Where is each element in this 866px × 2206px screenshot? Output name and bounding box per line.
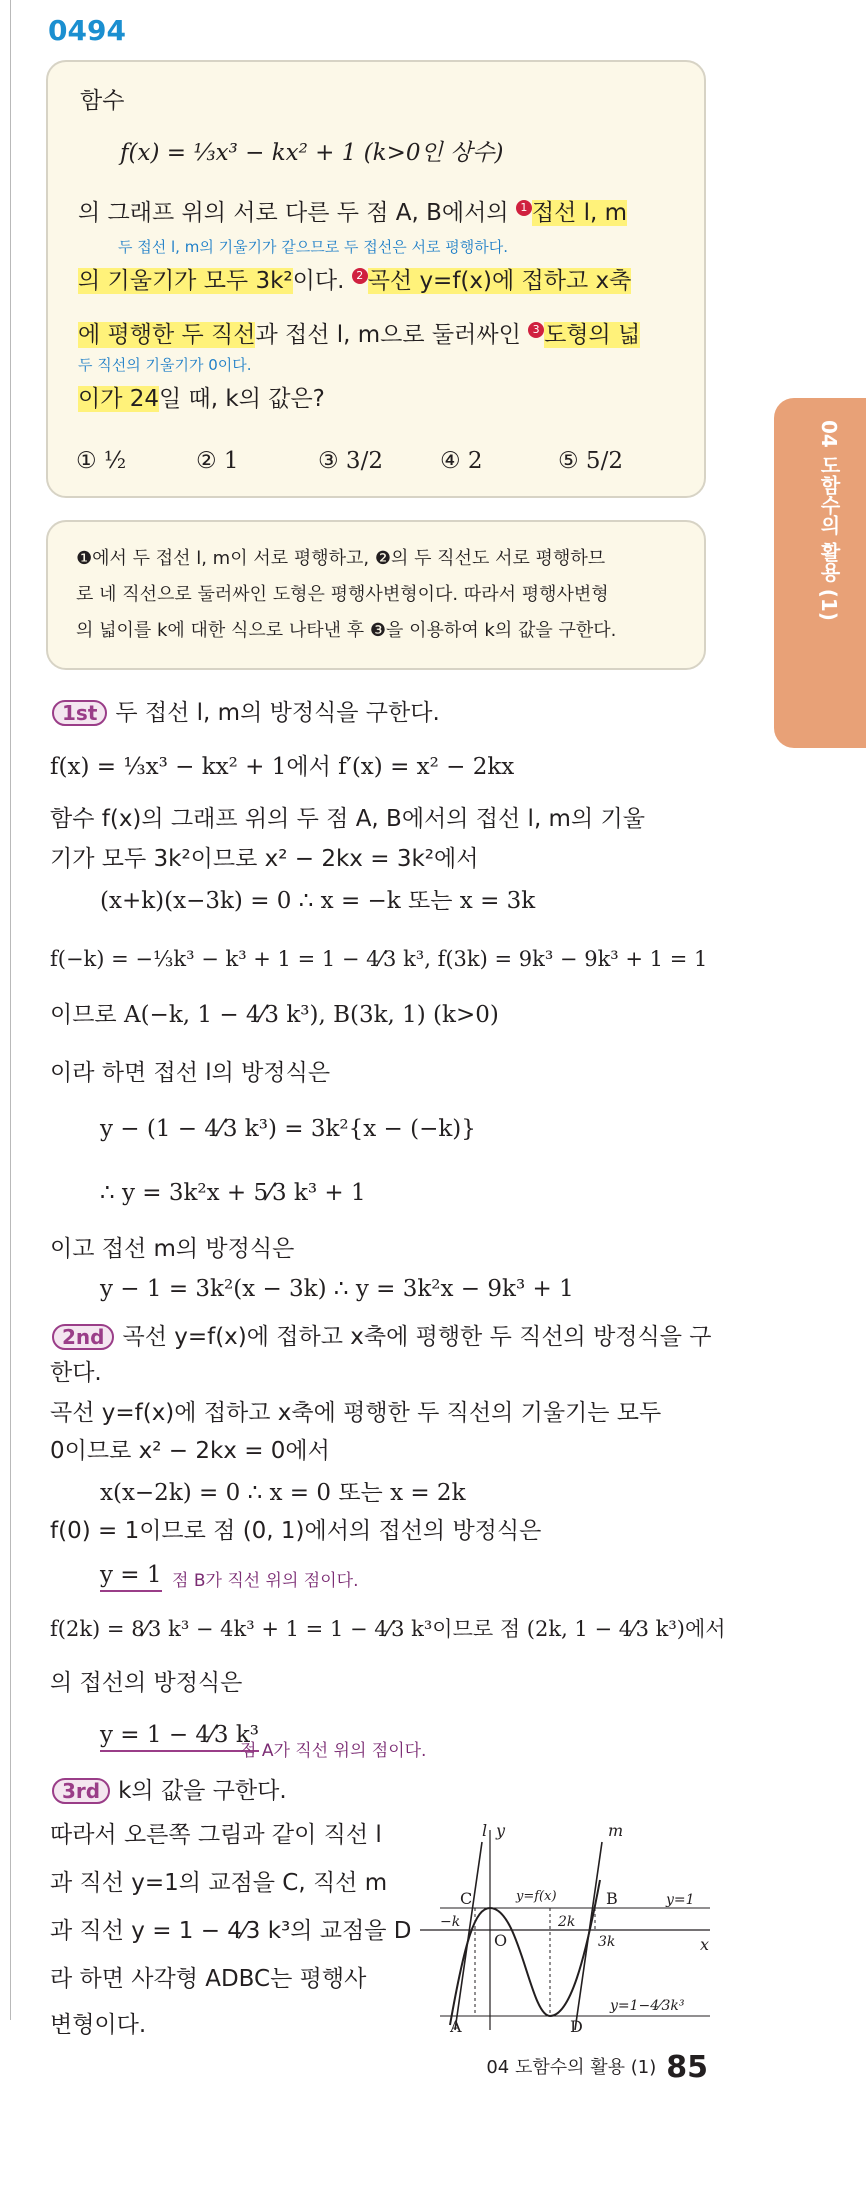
step1-line: y − 1 = 3k²(x − 3k) ∴ y = 3k²x − 9k³ + 1 bbox=[100, 1276, 574, 1302]
step3-badge: 3rd bbox=[52, 1778, 110, 1804]
choice-1: ① ½ bbox=[76, 448, 127, 474]
problem-line3-mid: 과 접선 l, m으로 둘러싸인 bbox=[255, 322, 521, 348]
hint-line1: ❶에서 두 접선 l, m이 서로 평행하고, ❷의 두 직선도 서로 평행하므 bbox=[76, 548, 606, 569]
step1-line: f(x) = ⅓x³ − kx² + 1에서 f′(x) = x² − 2kx bbox=[50, 754, 515, 780]
problem-line3 bbox=[78, 320, 640, 350]
step2-line: f(2k) = 8⁄3 k³ − 4k³ + 1 = 1 − 4⁄3 k³이므로 점 (2k, 1 − 4⁄3 k³)에서 bbox=[50, 1617, 726, 1641]
problem-line4-rest: 일 때, k의 값은? bbox=[159, 386, 325, 412]
label-x: x bbox=[700, 1935, 710, 1954]
step1-line: 기가 모두 3k²이므로 x² − 2kx = 3k²에서 bbox=[50, 846, 479, 872]
step1-line: 이므로 A(−k, 1 − 4⁄3 k³), B(3k, 1) (k>0) bbox=[50, 1002, 499, 1028]
problem-line1-highlight: 접선 l, m bbox=[531, 200, 628, 226]
problem-line1-text: 의 그래프 위의 서로 다른 두 점 A, B에서의 bbox=[78, 200, 509, 226]
problem-line3-highlight: 에 평행한 두 직선 bbox=[78, 322, 256, 348]
label-yfx: y=f(x) bbox=[516, 1889, 557, 1904]
label-origin: O bbox=[494, 1931, 508, 1950]
hint-line2: 로 네 직선으로 둘러싸인 도형은 평행사변형이다. 따라서 평행사변형 bbox=[76, 584, 609, 605]
step3-line: 따라서 오른쪽 그림과 같이 직선 l bbox=[50, 1822, 382, 1848]
problem-function: f(x) = ⅓x³ − kx² + 1 (k>0인 상수) bbox=[120, 140, 504, 166]
step2-line: y = 1 bbox=[100, 1560, 162, 1592]
step1-line: f(−k) = −⅓k³ − k³ + 1 = 1 − 4⁄3 k³, f(3k) = 9k³ − 9k³ + 1 = 1 bbox=[50, 947, 708, 971]
parallelogram-graph bbox=[420, 1820, 720, 2040]
problem-line3-highlight2: 도형의 넓 bbox=[544, 322, 641, 348]
label-m: m bbox=[608, 1821, 624, 1840]
choice-5: ⑤ 5/2 bbox=[558, 448, 623, 474]
choice-3: ③ 3/2 bbox=[318, 448, 383, 474]
marker-2-icon: 2 bbox=[352, 268, 368, 284]
problem-line2 bbox=[78, 266, 631, 296]
problem-number: 0494 bbox=[48, 14, 126, 47]
marker-1-icon: 1 bbox=[516, 200, 532, 216]
step2-badge: 2nd bbox=[52, 1324, 114, 1350]
problem-line4 bbox=[78, 384, 325, 414]
problem-line2-mid: 이다. bbox=[292, 268, 345, 294]
label-y-low: y=1−4⁄3k³ bbox=[610, 1998, 685, 2014]
step2-line: f(0) = 1이므로 점 (0, 1)에서의 접선의 방정식은 bbox=[50, 1518, 542, 1544]
label-l: l bbox=[482, 1821, 488, 1840]
step3-heading bbox=[52, 1776, 287, 1806]
choice-2: ② 1 bbox=[196, 448, 239, 474]
note-horizontal-lines: 두 직선의 기울기가 0이다. bbox=[78, 356, 252, 374]
problem-line2-highlight2: 곡선 y=f(x)에 접하고 x축 bbox=[367, 268, 632, 294]
step1-line: 함수 f(x)의 그래프 위의 두 점 A, B에서의 접선 l, m의 기울 bbox=[50, 806, 645, 832]
label-3k: 3k bbox=[598, 1934, 616, 1950]
note-point-b: 점 B가 직선 위의 점이다. bbox=[172, 1571, 359, 1591]
step3-line: 변형이다. bbox=[50, 2012, 147, 2038]
problem-line1 bbox=[78, 198, 627, 228]
page-footer bbox=[486, 2050, 708, 2085]
label-2k: 2k bbox=[558, 1914, 576, 1930]
step2-title-cont: 한다. bbox=[50, 1360, 102, 1386]
note-parallel-tangents: 두 접선 l, m의 기울기가 같으므로 두 접선은 서로 평행하다. bbox=[118, 238, 509, 256]
step1-badge: 1st bbox=[52, 700, 107, 726]
hint-line3: 의 넓이를 k에 대한 식으로 나타낸 후 ❸을 이용하여 k의 값을 구한다. bbox=[76, 620, 617, 641]
step3-line: 과 직선 y = 1 − 4⁄3 k³의 교점을 D bbox=[50, 1918, 412, 1944]
note-point-a: 점 A가 직선 위의 점이다. bbox=[240, 1741, 427, 1761]
problem-intro: 함수 bbox=[80, 88, 125, 114]
page-number: 85 bbox=[666, 2050, 708, 2085]
marker-3-icon: 3 bbox=[528, 322, 544, 338]
label-B: B bbox=[606, 1889, 618, 1908]
footer-chapter: 04 도함수의 활용 (1) bbox=[486, 2057, 657, 2078]
label-D: D bbox=[570, 2017, 583, 2036]
step1-title: 두 접선 l, m의 방정식을 구한다. bbox=[115, 700, 440, 726]
step1-line: y − (1 − 4⁄3 k³) = 3k²{x − (−k)} bbox=[100, 1116, 476, 1142]
problem-line2-highlight: 의 기울기가 모두 3k² bbox=[78, 268, 293, 294]
step2-line: 의 접선의 방정식은 bbox=[50, 1670, 243, 1696]
chapter-side-tab-label: 04 도함수의 활용 (1) bbox=[817, 420, 841, 621]
step3-line: 라 하면 사각형 ADBC는 평행사 bbox=[50, 1966, 367, 1992]
left-margin-rule bbox=[10, 0, 11, 2020]
step2-line: 0이므로 x² − 2kx = 0에서 bbox=[50, 1438, 330, 1464]
label-y: y bbox=[496, 1821, 506, 1840]
step1-line: ∴ y = 3k²x + 5⁄3 k³ + 1 bbox=[100, 1180, 366, 1206]
step2-heading bbox=[52, 1322, 711, 1352]
problem-line4-highlight: 이가 24 bbox=[78, 386, 160, 412]
label-C: C bbox=[460, 1889, 473, 1908]
chapter-side-tab bbox=[774, 398, 866, 748]
step2-line: x(x−2k) = 0 ∴ x = 0 또는 x = 2k bbox=[100, 1480, 466, 1506]
label-A: A bbox=[450, 2017, 462, 2036]
step2-line: 곡선 y=f(x)에 접하고 x축에 평행한 두 직선의 기울기는 모두 bbox=[50, 1400, 662, 1426]
step1-heading bbox=[52, 698, 440, 728]
label-neg-k: −k bbox=[440, 1914, 461, 1930]
step2-title: 곡선 y=f(x)에 접하고 x축에 평행한 두 직선의 방정식을 구 bbox=[122, 1324, 712, 1350]
step3-line: 과 직선 y=1의 교점을 C, 직선 m bbox=[50, 1870, 388, 1896]
choice-4: ④ 2 bbox=[440, 448, 483, 474]
step1-line: (x+k)(x−3k) = 0 ∴ x = −k 또는 x = 3k bbox=[100, 888, 536, 914]
step2-line: y = 1 − 4⁄3 k³ bbox=[100, 1720, 259, 1752]
step3-title: k의 값을 구한다. bbox=[118, 1778, 287, 1804]
step1-line: 이고 접선 m의 방정식은 bbox=[50, 1236, 295, 1262]
step1-line: 이라 하면 접선 l의 방정식은 bbox=[50, 1060, 331, 1086]
label-y1: y=1 bbox=[666, 1892, 695, 1908]
